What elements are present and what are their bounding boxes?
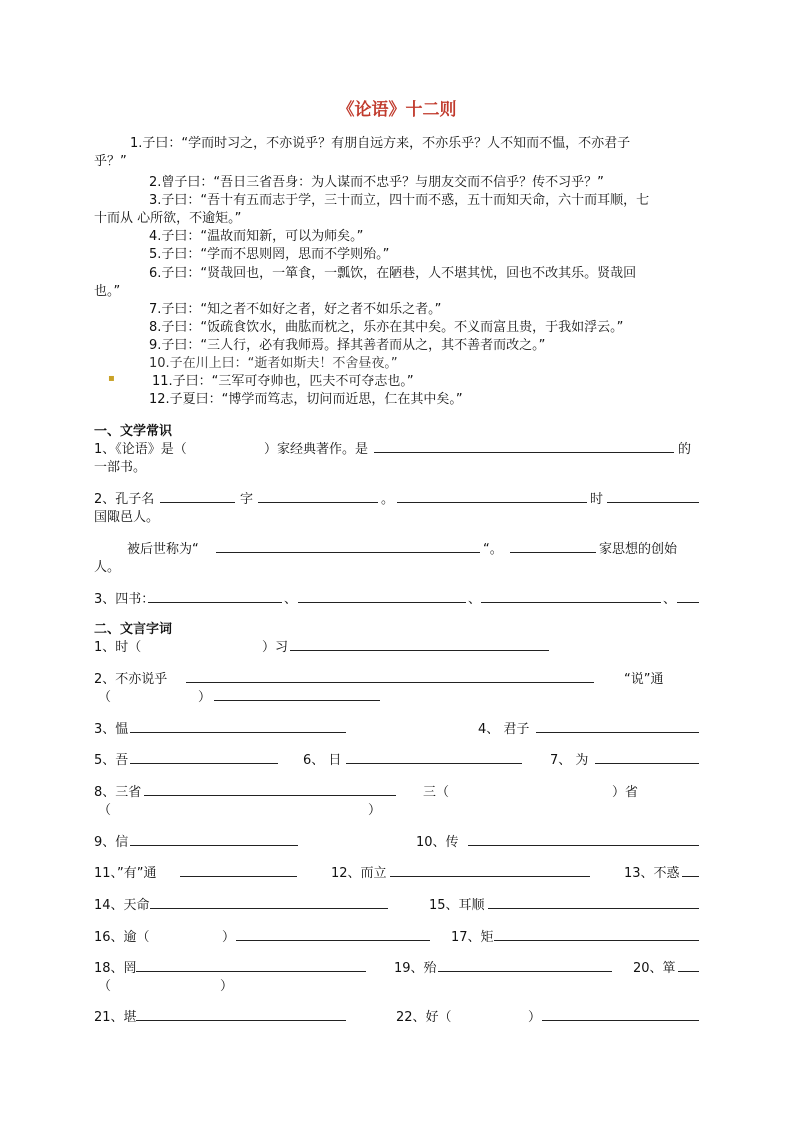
answer-blank[interactable] [397,502,587,503]
question-text: 的 [678,442,692,457]
question-text: 2、不亦说乎 [94,672,168,687]
question-text: 2、孔子名 [94,492,155,507]
section-heading-vocabulary: 二、文言字词 [94,622,173,637]
question-text: ） [528,1010,542,1025]
question-text: ） [222,930,236,945]
section-heading-literature: 一、文学常识 [94,424,173,439]
question-text: （ [98,803,112,818]
answer-blank[interactable] [682,876,699,877]
question-text: 17、矩 [451,930,494,945]
answer-blank[interactable] [677,602,699,603]
passage-line: 10.子在川上曰：“逝者如斯夫！不舍昼夜。” [149,356,398,371]
question-text: ）省 [612,785,639,800]
answer-blank[interactable] [468,845,699,846]
passage-line: 6.子曰：“贤哉回也，一箪食，一瓢饮，在陋巷，人不堪其忧，回也不改其乐。贤哉回 [149,266,637,281]
answer-blank[interactable] [390,876,590,877]
question-text: 、 [663,592,677,607]
question-text: 、 [284,592,298,607]
answer-blank[interactable] [346,763,522,764]
answer-blank[interactable] [136,1020,346,1021]
question-text: 、 [468,592,482,607]
question-text: 11、”有”通 [94,866,157,881]
answer-blank[interactable] [481,602,661,603]
question-text: 8、三省 [94,785,142,800]
answer-blank[interactable] [290,650,549,651]
question-text: 22、好（ [396,1010,452,1025]
answer-blank[interactable] [236,940,430,941]
answer-blank[interactable] [214,700,380,701]
passage-line: 1.子曰：“学而时习之，不亦说乎？有朋自远方来，不亦乐乎？人不知而不愠，不亦君子 [130,136,631,151]
question-text: 9、信 [94,835,129,850]
question-text: 字 [240,492,254,507]
answer-blank[interactable] [144,795,396,796]
decorative-dot: ▪ [108,373,115,384]
question-text: ） [368,803,382,818]
question-text: 6、 日 [303,753,342,768]
answer-blank[interactable] [160,502,235,503]
answer-blank[interactable] [678,971,699,972]
question-text: ） [220,979,234,994]
answer-blank[interactable] [180,876,297,877]
question-text: 21、堪 [94,1010,137,1025]
passage-line: 12.子夏曰：“博学而笃志，切问而近思，仁在其中矣。” [149,392,463,407]
answer-blank[interactable] [130,845,298,846]
question-text: 国陬邑人。 [94,510,160,525]
answer-blank[interactable] [148,602,282,603]
passage-line: 乎？” [94,154,127,169]
passage-line: 2.曾子曰：“吾日三省吾身：为人谋而不忠乎？与朋友交而不信乎？传不习乎？” [149,175,604,190]
question-text: （ [98,690,112,705]
passage-line: 9.子曰：“三人行，必有我师焉。择其善者而从之，其不善者而改之。” [149,338,546,353]
question-text: 3、愠 [94,722,129,737]
question-text: ）习 [262,640,289,655]
question-text: 三（ [423,785,450,800]
question-text: 时 [590,492,604,507]
answer-blank[interactable] [607,502,699,503]
question-text: 10、传 [416,835,459,850]
answer-blank[interactable] [494,940,699,941]
answer-blank[interactable] [130,732,346,733]
question-text: 家思想的创始 [599,542,678,557]
answer-blank[interactable] [488,908,699,909]
answer-blank[interactable] [374,452,674,453]
passage-line: 11.子曰：“三军可夺帅也，匹夫不可夺志也。” [152,374,414,389]
passage-line: 3.子曰：“吾十有五而志于学，三十而立，四十而不惑，五十而知天命，六十而耳顺，七 [149,193,650,208]
answer-blank[interactable] [136,971,366,972]
question-text: 18、罔 [94,961,137,976]
question-text: ）家经典著作。是 [264,442,369,457]
question-text: ） [198,690,212,705]
answer-blank[interactable] [130,763,278,764]
question-text: 5、吾 [94,753,129,768]
answer-blank[interactable] [542,1020,699,1021]
answer-blank[interactable] [298,602,466,603]
passage-line: 8.子曰：“饭疏食饮水，曲肱而枕之，乐亦在其中矣。不义而富且贵，于我如浮云。” [149,320,624,335]
answer-blank[interactable] [536,732,699,733]
question-text: 被后世称为“ [127,542,199,557]
question-text: 人。 [94,560,121,575]
answer-blank[interactable] [186,682,594,683]
question-text: 3、四书： [94,592,155,607]
question-text: 14、天命 [94,898,150,913]
passage-line: 也。” [94,284,121,299]
question-text: “。 [483,542,503,557]
answer-blank[interactable] [510,552,596,553]
question-text: 1、时（ [94,640,142,655]
question-text: 16、逾（ [94,930,150,945]
question-text: 19、殆 [394,961,437,976]
question-text: 7、 为 [550,753,589,768]
question-text: 12、而立 [331,866,387,881]
question-text: 。 [381,492,395,507]
answer-blank[interactable] [258,502,378,503]
question-text: （ [98,979,112,994]
question-text: 15、耳顺 [429,898,485,913]
answer-blank[interactable] [438,971,612,972]
question-text: “说”通 [624,672,664,687]
question-text: 20、箪 [633,961,676,976]
passage-line: 4.子曰：“温故而知新，可以为师矣。” [149,229,364,244]
passage-line: 7.子曰：“知之者不如好之者，好之者不如乐之者。” [149,302,442,317]
passage-line: 十而从 心所欲，不逾矩。” [94,211,242,226]
page-title: 《论语》十二则 [337,100,457,120]
question-text: 1、《论语》是（ [94,442,187,457]
question-text: 13、不惑 [624,866,680,881]
question-text: 4、 君子 [478,722,530,737]
answer-blank[interactable] [150,908,388,909]
passage-line: 5.子曰：“学而不思则罔，思而不学则殆。” [149,247,390,262]
question-text: 一部书。 [94,460,147,475]
answer-blank[interactable] [216,552,480,553]
answer-blank[interactable] [595,763,699,764]
